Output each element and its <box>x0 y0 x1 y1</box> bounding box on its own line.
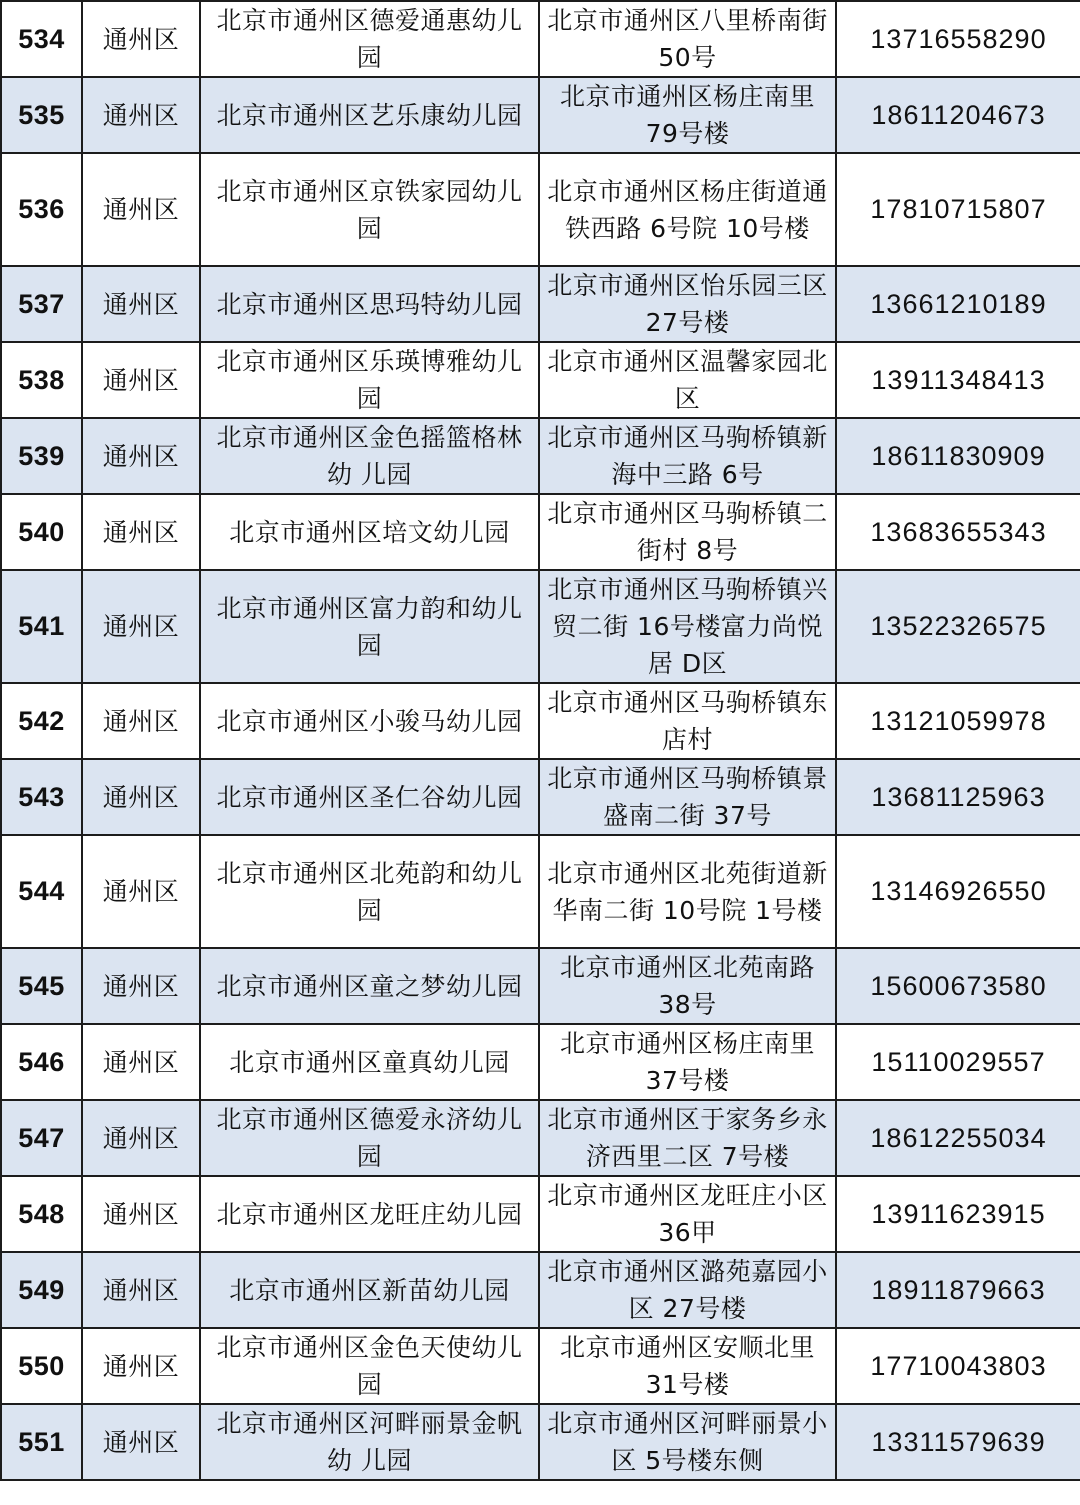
table-row <box>1 759 1080 835</box>
table-row <box>1 418 1080 494</box>
district-cell: 通州区 <box>82 1252 200 1328</box>
row-number: 550 <box>1 1328 82 1404</box>
kindergarten-name-cell: 北京市通州区德爱永济幼儿园 <box>200 1100 539 1176</box>
phone-cell: 18611830909 <box>836 418 1080 494</box>
phone-cell: 15110029557 <box>836 1024 1080 1100</box>
district-cell: 通州区 <box>82 1024 200 1100</box>
row-number: 537 <box>1 266 82 342</box>
row-number: 538 <box>1 342 82 418</box>
row-number: 548 <box>1 1176 82 1252</box>
district-cell: 通州区 <box>82 835 200 948</box>
phone-cell: 18911879663 <box>836 1252 1080 1328</box>
table-row <box>1 948 1080 1024</box>
district-cell: 通州区 <box>82 1328 200 1404</box>
table-row <box>1 266 1080 342</box>
row-number: 546 <box>1 1024 82 1100</box>
address-cell: 北京市通州区温馨家园北区 <box>539 342 836 418</box>
row-number: 543 <box>1 759 82 835</box>
row-number: 549 <box>1 1252 82 1328</box>
phone-cell: 18611204673 <box>836 77 1080 153</box>
phone-cell: 13681125963 <box>836 759 1080 835</box>
kindergarten-name-cell: 北京市通州区圣仁谷幼儿园 <box>200 759 539 835</box>
table-row <box>1 570 1080 683</box>
district-cell: 通州区 <box>82 759 200 835</box>
address-cell: 北京市通州区北苑南路38号 <box>539 948 836 1024</box>
kindergarten-name-cell: 北京市通州区富力韵和幼儿园 <box>200 570 539 683</box>
kindergarten-name-cell: 北京市通州区小骏马幼儿园 <box>200 683 539 759</box>
phone-cell: 13716558290 <box>836 1 1080 77</box>
phone-cell: 13911623915 <box>836 1176 1080 1252</box>
phone-cell: 17710043803 <box>836 1328 1080 1404</box>
table-row <box>1 342 1080 418</box>
address-cell: 北京市通州区怡乐园三区 27号楼 <box>539 266 836 342</box>
row-number: 534 <box>1 1 82 77</box>
table-row <box>1 1100 1080 1176</box>
address-cell: 北京市通州区河畔丽景小区 5号楼东侧 <box>539 1404 836 1480</box>
address-cell: 北京市通州区马驹桥镇景盛南二街 37号 <box>539 759 836 835</box>
kindergarten-name-cell: 北京市通州区金色天使幼儿园 <box>200 1328 539 1404</box>
address-cell: 北京市通州区八里桥南街 50号 <box>539 1 836 77</box>
phone-cell: 17810715807 <box>836 153 1080 266</box>
kindergarten-name-cell: 北京市通州区培文幼儿园 <box>200 494 539 570</box>
table-row <box>1 494 1080 570</box>
kindergarten-name-cell: 北京市通州区艺乐康幼儿园 <box>200 77 539 153</box>
address-cell: 北京市通州区马驹桥镇东店村 <box>539 683 836 759</box>
district-cell: 通州区 <box>82 1100 200 1176</box>
table-row <box>1 1176 1080 1252</box>
district-cell: 通州区 <box>82 1 200 77</box>
kindergarten-name-cell: 北京市通州区京铁家园幼儿园 <box>200 153 539 266</box>
row-number: 542 <box>1 683 82 759</box>
row-number: 535 <box>1 77 82 153</box>
kindergarten-name-cell: 北京市通州区河畔丽景金帆幼 儿园 <box>200 1404 539 1480</box>
address-cell: 北京市通州区潞苑嘉园小区 27号楼 <box>539 1252 836 1328</box>
district-cell: 通州区 <box>82 153 200 266</box>
phone-cell: 13683655343 <box>836 494 1080 570</box>
district-cell: 通州区 <box>82 418 200 494</box>
district-cell: 通州区 <box>82 342 200 418</box>
kindergarten-name-cell: 北京市通州区童之梦幼儿园 <box>200 948 539 1024</box>
district-cell: 通州区 <box>82 1404 200 1480</box>
phone-cell: 13311579639 <box>836 1404 1080 1480</box>
phone-cell: 13146926550 <box>836 835 1080 948</box>
row-number: 545 <box>1 948 82 1024</box>
kindergarten-name-cell: 北京市通州区新苗幼儿园 <box>200 1252 539 1328</box>
kindergarten-name-cell: 北京市通州区思玛特幼儿园 <box>200 266 539 342</box>
address-cell: 北京市通州区杨庄南里79号楼 <box>539 77 836 153</box>
row-number: 544 <box>1 835 82 948</box>
table-row <box>1 683 1080 759</box>
table-row <box>1 153 1080 266</box>
address-cell: 北京市通州区北苑街道新华南二街 10号院 1号楼 <box>539 835 836 948</box>
address-cell: 北京市通州区马驹桥镇兴贸二街 16号楼富力尚悦居 D区 <box>539 570 836 683</box>
address-cell: 北京市通州区马驹桥镇新海中三路 6号 <box>539 418 836 494</box>
kindergarten-name-cell: 北京市通州区乐瑛博雅幼儿园 <box>200 342 539 418</box>
row-number: 547 <box>1 1100 82 1176</box>
district-cell: 通州区 <box>82 948 200 1024</box>
table-row <box>1 1404 1080 1480</box>
address-cell: 北京市通州区马驹桥镇二街村 8号 <box>539 494 836 570</box>
row-number: 540 <box>1 494 82 570</box>
district-cell: 通州区 <box>82 1176 200 1252</box>
phone-cell: 13522326575 <box>836 570 1080 683</box>
table-row <box>1 77 1080 153</box>
address-cell: 北京市通州区安顺北里31号楼 <box>539 1328 836 1404</box>
kindergarten-name-cell: 北京市通州区龙旺庄幼儿园 <box>200 1176 539 1252</box>
address-cell: 北京市通州区龙旺庄小区 36甲 <box>539 1176 836 1252</box>
phone-cell: 13661210189 <box>836 266 1080 342</box>
phone-cell: 13121059978 <box>836 683 1080 759</box>
district-cell: 通州区 <box>82 77 200 153</box>
address-cell: 北京市通州区杨庄街道通铁西路 6号院 10号楼 <box>539 153 836 266</box>
kindergarten-name-cell: 北京市通州区金色摇篮格林幼 儿园 <box>200 418 539 494</box>
row-number: 539 <box>1 418 82 494</box>
row-number: 541 <box>1 570 82 683</box>
phone-cell: 13911348413 <box>836 342 1080 418</box>
table-row <box>1 1328 1080 1404</box>
phone-cell: 15600673580 <box>836 948 1080 1024</box>
table-body <box>1 1 1080 1480</box>
district-cell: 通州区 <box>82 570 200 683</box>
table-row <box>1 1252 1080 1328</box>
table-row <box>1 1 1080 77</box>
address-cell: 北京市通州区杨庄南里37号楼 <box>539 1024 836 1100</box>
phone-cell: 18612255034 <box>836 1100 1080 1176</box>
table-row <box>1 1024 1080 1100</box>
row-number: 551 <box>1 1404 82 1480</box>
district-cell: 通州区 <box>82 683 200 759</box>
district-cell: 通州区 <box>82 494 200 570</box>
table-row <box>1 835 1080 948</box>
kindergarten-name-cell: 北京市通州区德爱通惠幼儿园 <box>200 1 539 77</box>
district-cell: 通州区 <box>82 266 200 342</box>
address-cell: 北京市通州区于家务乡永济西里二区 7号楼 <box>539 1100 836 1176</box>
row-number: 536 <box>1 153 82 266</box>
kindergarten-name-cell: 北京市通州区童真幼儿园 <box>200 1024 539 1100</box>
kindergarten-name-cell: 北京市通州区北苑韵和幼儿园 <box>200 835 539 948</box>
